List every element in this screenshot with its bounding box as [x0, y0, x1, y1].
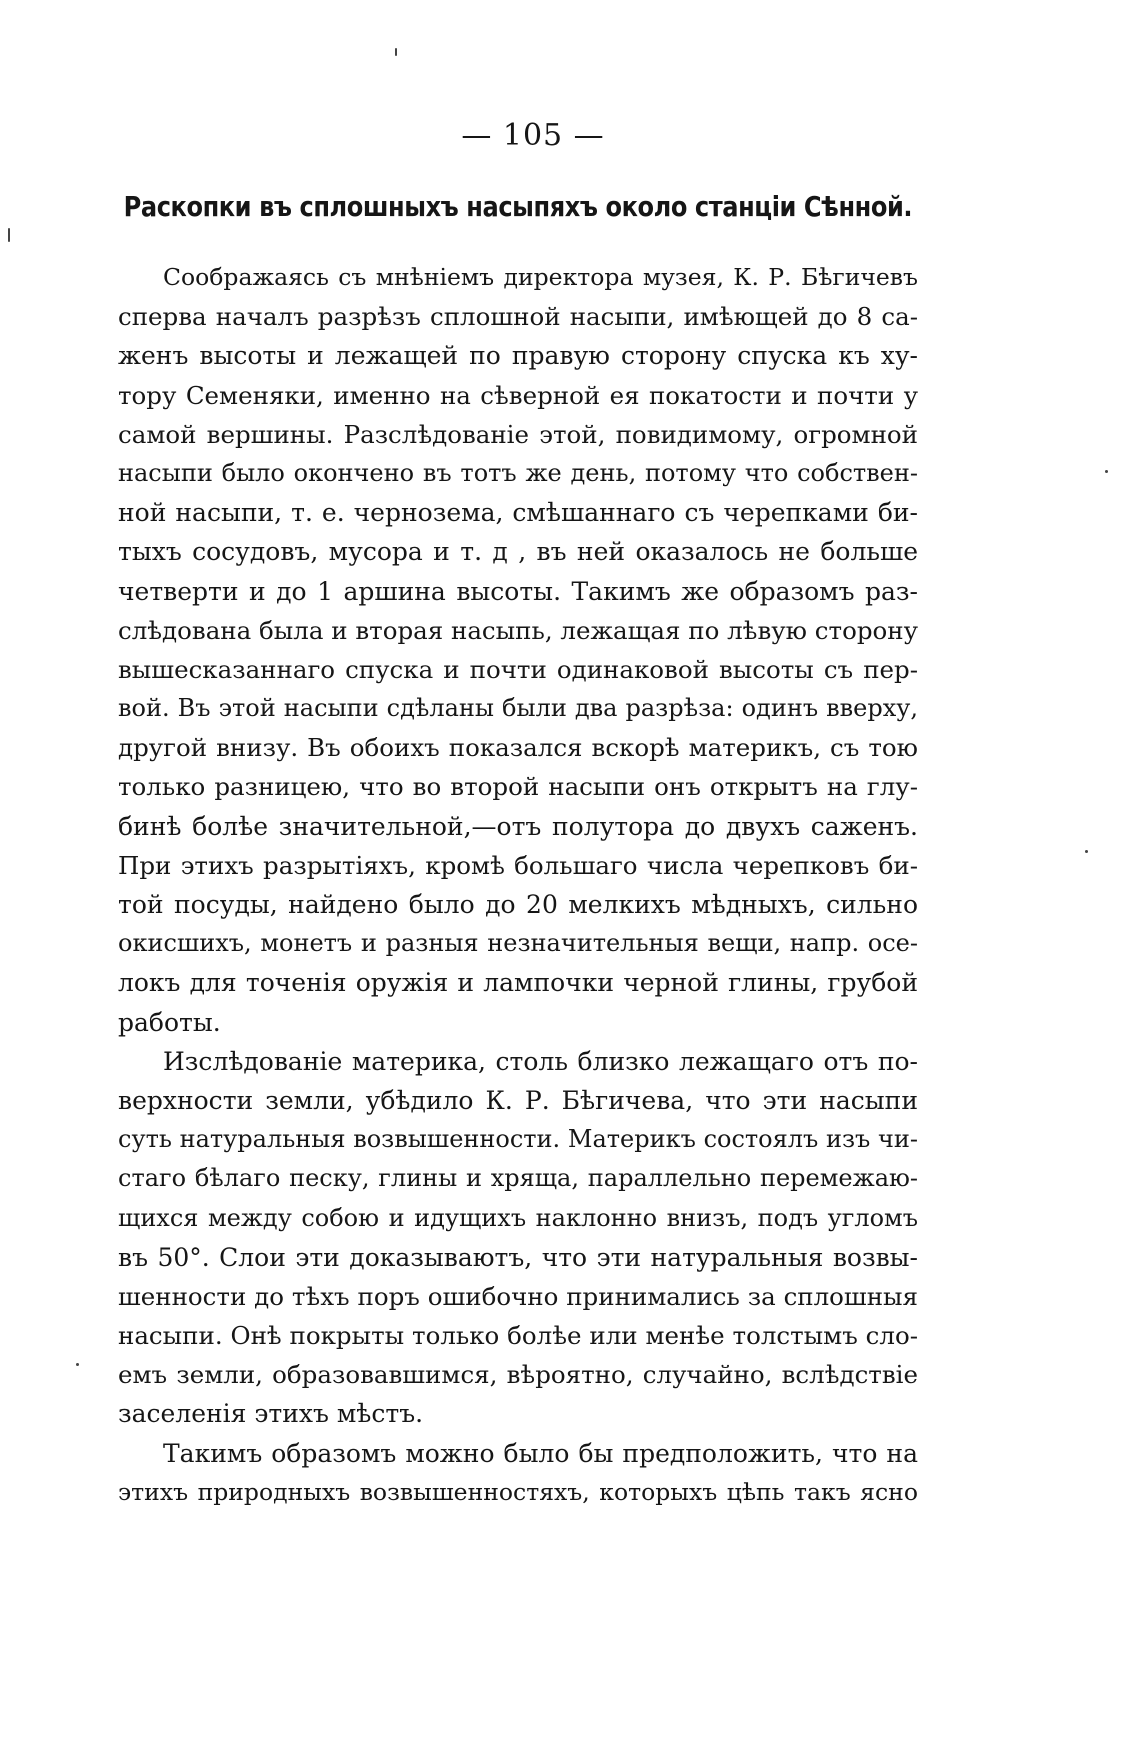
- scan-speck: [395, 48, 397, 56]
- text-line: другой внизу. Въ обоихъ показался вскорѣ материкъ, съ тою: [118, 733, 918, 763]
- text-line: въ 50°. Слои эти доказываютъ, что эти натуральныя возвы-: [118, 1242, 918, 1272]
- scan-speck: [8, 228, 10, 242]
- text-line: вой. Въ этой насыпи сдѣланы были два разрѣза: одинъ вверху,: [118, 694, 918, 723]
- text-line: этихъ природныхъ возвышенностяхъ, которыхъ цѣпь такъ ясно: [118, 1477, 918, 1506]
- text-line: тору Семеняки, именно на сѣверной ея покатости и почти у: [118, 380, 918, 410]
- text-line: самой вершины. Разслѣдованіе этой, повидимому, огромной: [118, 419, 918, 449]
- text-line: Такимъ образомъ можно было бы предположить, что на: [163, 1438, 918, 1468]
- text-line: щихся между собою и идущихъ наклонно внизъ, подъ угломъ: [118, 1203, 918, 1232]
- body-text: [118, 258, 918, 1512]
- page-number: — 105 —: [461, 118, 605, 153]
- text-line: женъ высоты и лежащей по правую сторону спуска къ ху-: [118, 341, 918, 371]
- text-line: ной насыпи, т. е. чернозема, смѣшаннаго съ черепками би-: [118, 498, 918, 528]
- text-line: верхности земли, убѣдило К. Р. Бѣгичева, что эти насыпи: [118, 1085, 918, 1115]
- text-line: насыпи. Онѣ покрыты только болѣе или менѣе толстымъ сло-: [118, 1321, 918, 1351]
- text-line: локъ для точенія оружія и лампочки черной глины, грубой: [118, 968, 918, 998]
- text-line: той посуды, найдено было до 20 мелкихъ мѣдныхъ, сильно: [118, 890, 918, 919]
- text-line: стаго бѣлаго песку, глины и хряща, параллельно перемежаю-: [118, 1164, 918, 1193]
- text-line: бинѣ болѣе значительной,—отъ полутора до двухъ саженъ.: [118, 811, 918, 841]
- scan-speck: [76, 1363, 79, 1366]
- text-line: четверти и до 1 аршина высоты. Такимъ же образомъ раз-: [118, 576, 918, 606]
- paragraph: [118, 258, 918, 1042]
- text-line: емъ земли, образовавшимся, вѣроятно, случайно, вслѣдствіе: [118, 1360, 918, 1390]
- text-line: работы.: [118, 1007, 221, 1037]
- text-line: Изслѣдованіе материка, столь близко лежащаго отъ по-: [163, 1046, 918, 1076]
- text-line: насыпи было окончено въ тотъ же день, потому что собствен-: [118, 458, 918, 487]
- paragraph: [118, 1042, 918, 1434]
- text-line: При этихъ разрытіяхъ, кромѣ большаго числа черепковъ би-: [118, 850, 918, 880]
- scan-speck: [1105, 470, 1108, 473]
- scan-speck: [1085, 850, 1088, 853]
- text-line: тыхъ сосудовъ, мусора и т. д , въ ней оказалось не больше: [118, 537, 918, 567]
- section-heading: Раскопки въ сплошныхъ насыпяхъ около станціи Сѣнной.: [123, 190, 913, 223]
- text-line: сперва началъ разрѣзъ сплошной насыпи, имѣющей до 8 са-: [118, 302, 918, 332]
- text-line: только разницею, что во второй насыпи онъ открытъ на глу-: [118, 772, 918, 802]
- text-line: суть натуральныя возвышенности. Материкъ состоялъ изъ чи-: [118, 1125, 918, 1154]
- text-line: заселенія этихъ мѣстъ.: [118, 1399, 424, 1429]
- paragraph: [118, 1434, 918, 1512]
- text-line: окисшихъ, монетъ и разныя незначительныя вещи, напр. осе-: [118, 929, 918, 958]
- text-line: шенности до тѣхъ поръ ошибочно принимались за сплошныя: [118, 1281, 918, 1311]
- text-line: слѣдована была и вторая насыпь, лежащая по лѣвую сторону: [118, 615, 918, 645]
- text-line: Соображаясь съ мнѣніемъ директора музея, К. Р. Бѣгичевъ: [163, 263, 918, 291]
- text-line: вышесказаннаго спуска и почти одинаковой высоты съ пер-: [118, 654, 918, 684]
